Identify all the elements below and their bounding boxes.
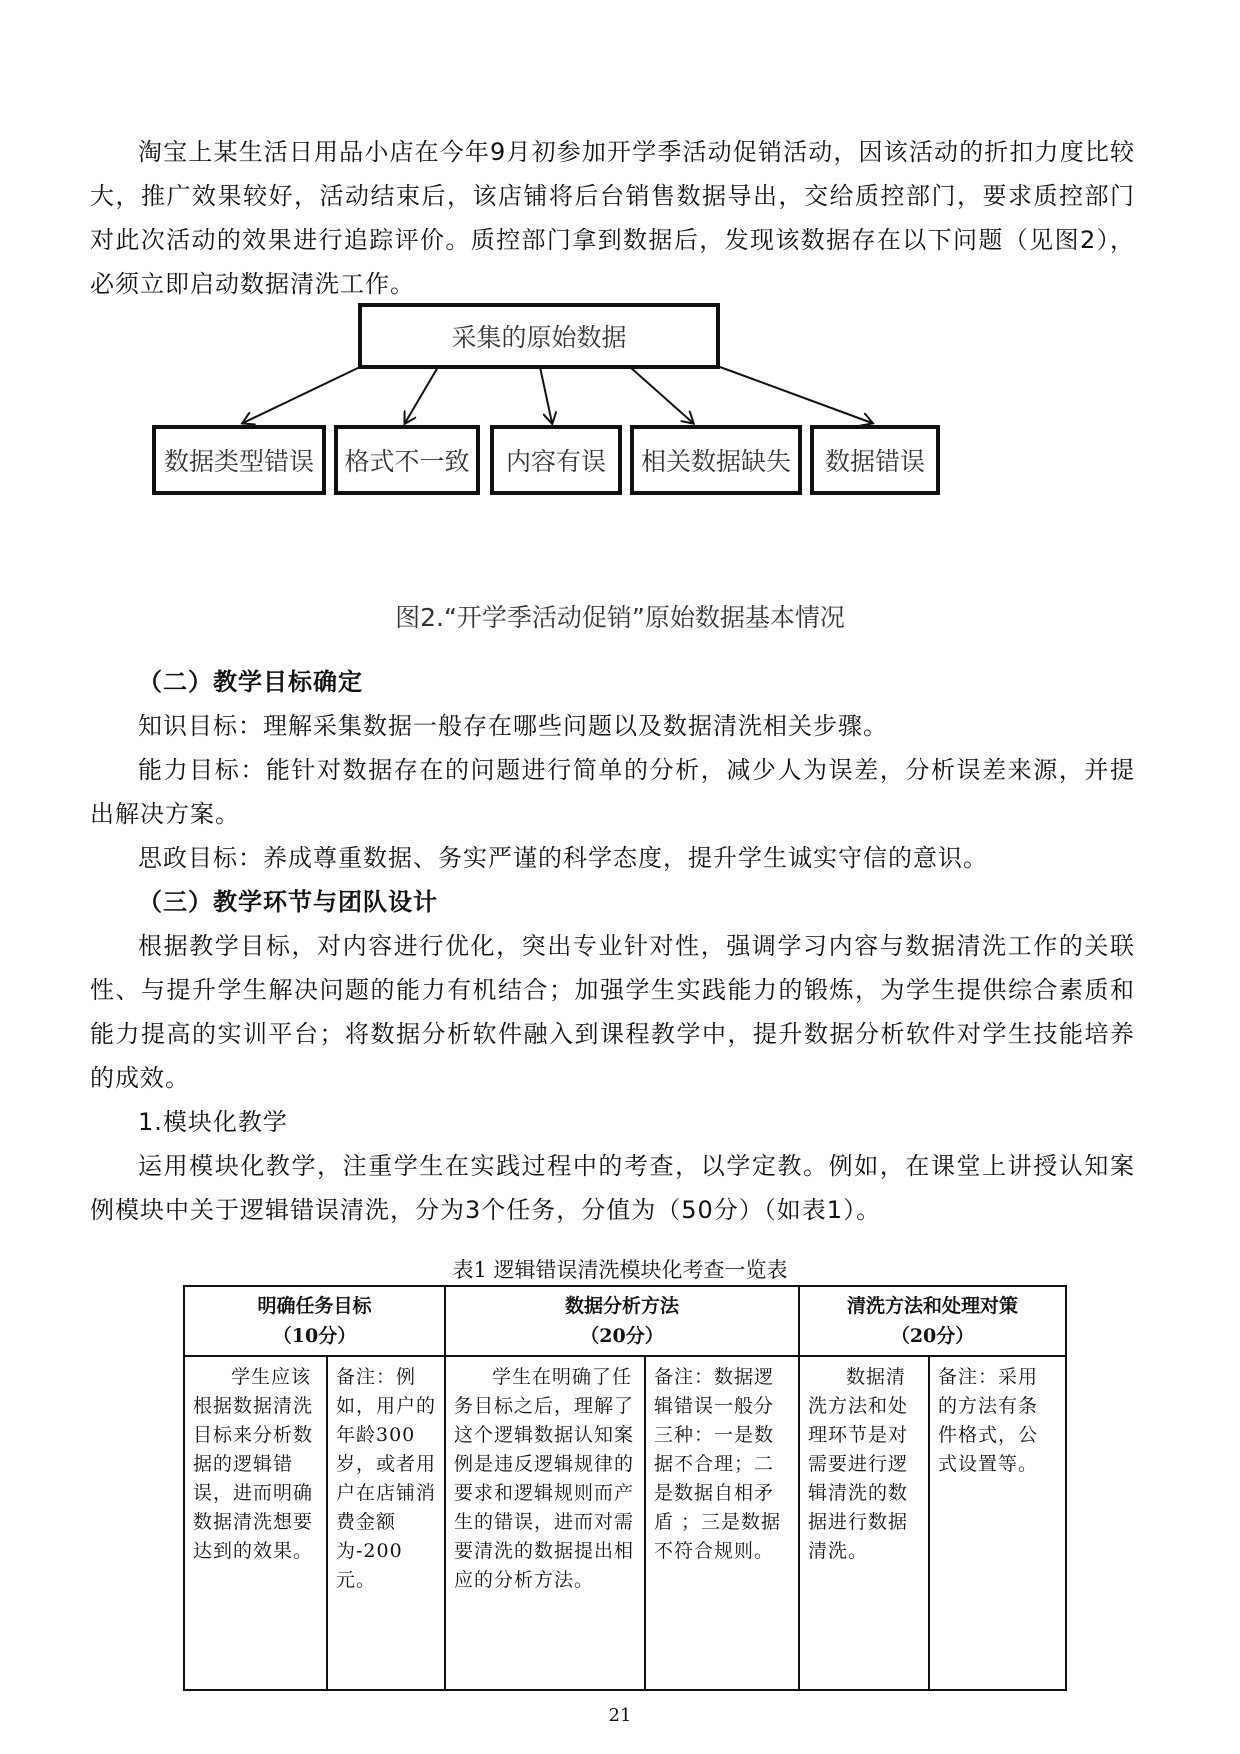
arrow-3 — [540, 367, 552, 423]
diagram-root-box: 采集的原始数据 — [358, 303, 720, 369]
ability-goal: 能力目标：能针对数据存在的问题进行简单的分析，减少人为误差，分析误差来源，并提出解决方案。 — [90, 756, 1135, 828]
table-header-row — [184, 1286, 1066, 1356]
header-task-goal-title: 明确任务目标 — [257, 1295, 372, 1317]
header-task-goal-score: （10分） — [272, 1325, 357, 1347]
module-teaching-text: 运用模块化教学，注重学生在实践过程中的考查，以学定教。例如，在课堂上讲授认知案例模块中关于逻辑错误清洗，分为3个任务，分值为（50分）（如表1）。 — [90, 1152, 1135, 1224]
diagram-child-format-inconsistent: 格式不一致 — [334, 425, 480, 495]
cell-task-goal-note: 备注：例如，用户的年龄300岁，或者用户在店铺消费金额为-200元。 — [327, 1356, 445, 1690]
page-number: 21 — [608, 1705, 632, 1726]
figure-caption: 图2.“开学季活动促销”原始数据基本情况 — [395, 603, 845, 632]
cell-cleaning-note: 备注：采用的方法有条件格式，公式设置等。 — [929, 1356, 1066, 1690]
intro-paragraph: 淘宝上某生活日用品小店在今年9月初参加开学季活动促销活动，因该活动的折扣力度比较大，推广效果较好，活动结束后，该店铺将后台销售数据导出，交给质控部门，要求质控部门对此次活动的效果进行追踪评价。质控部门拿到数据后，发现该数据存在以下问题（见图2），必须立即启动数据清洗工作。 — [90, 138, 1135, 298]
section3-body: 根据教学目标，对内容进行优化，突出专业针对性，强调学习内容与数据清洗工作的关联性、与提升学生解决问题的能力有机结合；加强学生实践能力的锻炼，为学生提供综合素质和能力提高的实训平台；将数据分析软件融入到课程教学中，提升数据分析软件对学生技能培养的成效。 — [90, 932, 1135, 1092]
section3-heading: （三）教学环节与团队设计 — [138, 888, 438, 916]
raw-data-problems-diagram — [160, 323, 1060, 575]
header-cleaning-method-title: 清洗方法和处理对策 — [847, 1295, 1019, 1317]
header-cleaning-method — [799, 1286, 1066, 1356]
header-cleaning-method-score: （20分） — [890, 1325, 975, 1347]
header-analysis-method-score: （20分） — [580, 1325, 664, 1347]
header-task-goal — [184, 1286, 445, 1356]
knowledge-goal: 知识目标：理解采集数据一般存在哪些问题以及数据清洗相关步骤。 — [138, 712, 888, 740]
diagram-child-data-type-error: 数据类型错误 — [152, 425, 326, 495]
cell-cleaning-desc: 数据清洗方法和处理环节是对需要进行逻辑清洗的数据进行数据清洗。 — [799, 1356, 929, 1690]
header-analysis-method-title: 数据分析方法 — [565, 1295, 680, 1317]
ideology-goal: 思政目标：养成尊重数据、务实严谨的科学态度，提升学生诚实守信的意识。 — [138, 844, 988, 872]
arrow-2 — [405, 367, 438, 423]
arrow-4 — [630, 367, 693, 423]
diagram-child-data-error: 数据错误 — [810, 425, 940, 495]
module-teaching-heading: 1.模块化教学 — [138, 1108, 288, 1136]
header-analysis-method — [445, 1286, 799, 1356]
diagram-child-content-error: 内容有误 — [490, 425, 622, 495]
diagram-child-missing-data: 相关数据缺失 — [630, 425, 802, 495]
arrow-1 — [243, 367, 360, 423]
cell-analysis-note: 备注：数据逻辑错误一般分三种：一是数据不合理；二是数据自相矛盾 ；三是数据不符合规则。 — [645, 1356, 799, 1690]
cell-analysis-desc: 学生在明确了任务目标之后，理解了这个逻辑数据认知案例是违反逻辑规律的要求和逻辑规则而产生的错误，进而对需要清洗的数据提出相应的分析方法。 — [445, 1356, 645, 1690]
table-body-row — [184, 1356, 1066, 1690]
assessment-table — [183, 1285, 1067, 1691]
arrow-5 — [720, 367, 872, 423]
table-caption: 表1 逻辑错误清洗模块化考查一览表 — [452, 1258, 788, 1282]
section2-heading: （二）教学目标确定 — [138, 668, 363, 696]
cell-task-goal-desc: 学生应该根据数据清洗目标来分析数据的逻辑错误，进而明确数据清洗想要达到的效果。 — [184, 1356, 327, 1690]
